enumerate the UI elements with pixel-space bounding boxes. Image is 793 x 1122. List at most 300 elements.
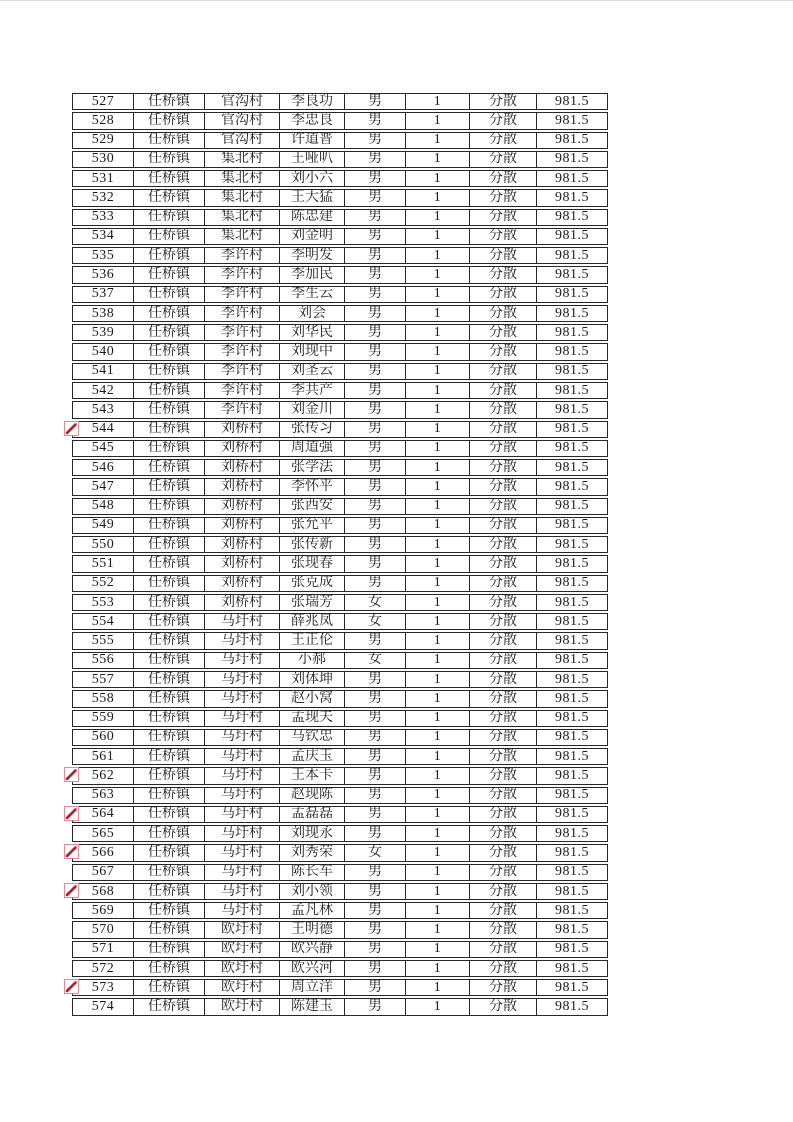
cell-mode: 分散 [470,690,537,707]
cell-town: 任桥镇 [134,536,205,553]
cell-person-name: 刘华民 [280,324,345,341]
cell-count: 1 [406,979,470,996]
cell-gender: 男 [345,710,406,727]
cell-person-name: 孟现夫 [280,710,345,727]
table-row [72,459,608,476]
edit-flag-icon [64,806,79,821]
cell-gender: 男 [345,729,406,746]
cell-village: 马圩村 [205,652,280,669]
cell-village: 马圩村 [205,748,280,765]
cell-row-number: 572 [72,960,134,977]
cell-person-name: 李怀平 [280,478,345,495]
cell-mode: 分散 [470,613,537,630]
table-row [72,613,608,630]
cell-row-number: 558 [72,690,134,707]
cell-row-number: 551 [72,555,134,572]
cell-row-number: 565 [72,825,134,842]
cell-gender: 男 [345,343,406,360]
cell-count: 1 [406,247,470,264]
cell-village: 欧圩村 [205,979,280,996]
cell-row-number: 542 [72,382,134,399]
cell-amount: 981.5 [537,575,608,592]
cell-amount: 981.5 [537,536,608,553]
table-row [72,902,608,919]
cell-town: 任桥镇 [134,767,205,784]
cell-count: 1 [406,151,470,168]
cell-count: 1 [406,921,470,938]
table-row [72,671,608,688]
cell-row-number: 562 [72,767,134,784]
table-row [72,209,608,226]
cell-row-number: 566 [72,844,134,861]
cell-mode: 分散 [470,979,537,996]
cell-count: 1 [406,941,470,958]
cell-row-number: 540 [72,343,134,360]
cell-gender: 男 [345,555,406,572]
cell-gender: 男 [345,266,406,283]
cell-mode: 分散 [470,343,537,360]
cell-count: 1 [406,864,470,881]
cell-village: 集北村 [205,151,280,168]
cell-person-name: 周道强 [280,440,345,457]
cell-gender: 男 [345,902,406,919]
cell-person-name: 赵现陈 [280,787,345,804]
cell-count: 1 [406,478,470,495]
cell-mode: 分散 [470,941,537,958]
cell-person-name: 张允平 [280,517,345,534]
cell-gender: 男 [345,748,406,765]
cell-person-name: 孟磊磊 [280,806,345,823]
cell-person-name: 王本卡 [280,767,345,784]
cell-row-number: 556 [72,652,134,669]
cell-person-name: 刘金川 [280,401,345,418]
cell-village: 官沟村 [205,93,280,110]
table-row [72,324,608,341]
table-row [72,825,608,842]
cell-count: 1 [406,767,470,784]
cell-person-name: 陈长车 [280,864,345,881]
cell-mode: 分散 [470,883,537,900]
cell-village: 李许村 [205,286,280,303]
cell-amount: 981.5 [537,228,608,245]
cell-gender: 男 [345,883,406,900]
cell-town: 任桥镇 [134,864,205,881]
cell-amount: 981.5 [537,266,608,283]
cell-count: 1 [406,266,470,283]
cell-person-name: 赵小窝 [280,690,345,707]
cell-person-name: 李良功 [280,93,345,110]
cell-village: 刘桥村 [205,440,280,457]
cell-amount: 981.5 [537,555,608,572]
cell-village: 集北村 [205,228,280,245]
cell-gender: 男 [345,517,406,534]
cell-village: 李许村 [205,343,280,360]
cell-gender: 男 [345,382,406,399]
cell-amount: 981.5 [537,112,608,129]
cell-village: 刘桥村 [205,421,280,438]
cell-person-name: 李忠良 [280,112,345,129]
cell-town: 任桥镇 [134,825,205,842]
cell-amount: 981.5 [537,363,608,380]
edit-flag-icon [64,883,79,898]
cell-gender: 男 [345,921,406,938]
table-row [72,286,608,303]
cell-amount: 981.5 [537,459,608,476]
cell-gender: 男 [345,189,406,206]
cell-gender: 男 [345,421,406,438]
cell-village: 集北村 [205,189,280,206]
cell-amount: 981.5 [537,844,608,861]
cell-count: 1 [406,132,470,149]
cell-person-name: 张克成 [280,575,345,592]
cell-amount: 981.5 [537,960,608,977]
table-row [72,864,608,881]
cell-mode: 分散 [470,921,537,938]
cell-count: 1 [406,806,470,823]
cell-row-number: 533 [72,209,134,226]
table-row [72,960,608,977]
cell-count: 1 [406,671,470,688]
cell-amount: 981.5 [537,189,608,206]
cell-count: 1 [406,459,470,476]
cell-town: 任桥镇 [134,883,205,900]
cell-gender: 男 [345,806,406,823]
cell-gender: 男 [345,671,406,688]
cell-gender: 女 [345,844,406,861]
cell-village: 官沟村 [205,112,280,129]
cell-person-name: 李生云 [280,286,345,303]
cell-village: 马圩村 [205,710,280,727]
cell-village: 李许村 [205,363,280,380]
cell-count: 1 [406,594,470,611]
cell-amount: 981.5 [537,941,608,958]
cell-row-number: 547 [72,478,134,495]
cell-village: 李许村 [205,266,280,283]
table-row [72,941,608,958]
cell-amount: 981.5 [537,498,608,515]
cell-town: 任桥镇 [134,729,205,746]
cell-amount: 981.5 [537,286,608,303]
cell-person-name: 张现春 [280,555,345,572]
cell-amount: 981.5 [537,690,608,707]
cell-count: 1 [406,517,470,534]
table-row [72,998,608,1015]
cell-count: 1 [406,960,470,977]
cell-gender: 男 [345,363,406,380]
cell-row-number: 571 [72,941,134,958]
cell-count: 1 [406,440,470,457]
cell-count: 1 [406,729,470,746]
cell-mode: 分散 [470,575,537,592]
cell-mode: 分散 [470,112,537,129]
cell-amount: 981.5 [537,170,608,187]
cell-mode: 分散 [470,498,537,515]
cell-gender: 男 [345,575,406,592]
cell-amount: 981.5 [537,401,608,418]
cell-village: 集北村 [205,170,280,187]
cell-town: 任桥镇 [134,401,205,418]
cell-mode: 分散 [470,459,537,476]
cell-person-name: 刘会 [280,305,345,322]
cell-town: 任桥镇 [134,228,205,245]
cell-row-number: 561 [72,748,134,765]
cell-town: 任桥镇 [134,459,205,476]
cell-amount: 981.5 [537,93,608,110]
cell-town: 任桥镇 [134,787,205,804]
cell-row-number: 527 [72,93,134,110]
cell-row-number: 539 [72,324,134,341]
cell-mode: 分散 [470,170,537,187]
cell-town: 任桥镇 [134,632,205,649]
cell-mode: 分散 [470,382,537,399]
cell-person-name: 刘体坤 [280,671,345,688]
cell-gender: 男 [345,440,406,457]
cell-amount: 981.5 [537,343,608,360]
cell-person-name: 张瑞芳 [280,594,345,611]
cell-person-name: 李共产 [280,382,345,399]
cell-village: 刘桥村 [205,498,280,515]
cell-town: 任桥镇 [134,247,205,264]
cell-village: 刘桥村 [205,459,280,476]
cell-count: 1 [406,613,470,630]
cell-count: 1 [406,305,470,322]
cell-count: 1 [406,575,470,592]
cell-town: 任桥镇 [134,112,205,129]
cell-amount: 981.5 [537,382,608,399]
table-row [72,710,608,727]
table-row [72,517,608,534]
cell-amount: 981.5 [537,998,608,1015]
cell-gender: 男 [345,979,406,996]
cell-mode: 分散 [470,748,537,765]
table-row [72,883,608,900]
cell-town: 任桥镇 [134,671,205,688]
cell-village: 李许村 [205,305,280,322]
cell-mode: 分散 [470,228,537,245]
cell-village: 马圩村 [205,729,280,746]
cell-town: 任桥镇 [134,151,205,168]
cell-row-number: 557 [72,671,134,688]
table-row [72,652,608,669]
table-row [72,767,608,784]
cell-gender: 男 [345,864,406,881]
cell-amount: 981.5 [537,151,608,168]
table-row [72,478,608,495]
cell-count: 1 [406,748,470,765]
cell-village: 集北村 [205,209,280,226]
cell-gender: 男 [345,767,406,784]
table-row [72,787,608,804]
cell-row-number: 546 [72,459,134,476]
cell-town: 任桥镇 [134,266,205,283]
cell-count: 1 [406,825,470,842]
cell-town: 任桥镇 [134,941,205,958]
cell-gender: 男 [345,228,406,245]
cell-count: 1 [406,787,470,804]
cell-mode: 分散 [470,767,537,784]
cell-town: 任桥镇 [134,806,205,823]
cell-row-number: 574 [72,998,134,1015]
cell-row-number: 568 [72,883,134,900]
cell-gender: 男 [345,787,406,804]
cell-person-name: 薛兆凤 [280,613,345,630]
cell-village: 欧圩村 [205,998,280,1015]
table-row [72,363,608,380]
cell-village: 李许村 [205,382,280,399]
cell-town: 任桥镇 [134,594,205,611]
cell-village: 马圩村 [205,671,280,688]
cell-row-number: 567 [72,864,134,881]
cell-town: 任桥镇 [134,690,205,707]
table-row [72,382,608,399]
cell-amount: 981.5 [537,305,608,322]
table-row [72,266,608,283]
cell-gender: 男 [345,286,406,303]
cell-mode: 分散 [470,710,537,727]
cell-amount: 981.5 [537,517,608,534]
cell-village: 刘桥村 [205,478,280,495]
cell-row-number: 570 [72,921,134,938]
cell-mode: 分散 [470,825,537,842]
cell-mode: 分散 [470,401,537,418]
cell-gender: 男 [345,247,406,264]
table-row [72,632,608,649]
cell-person-name: 刘小领 [280,883,345,900]
cell-row-number: 573 [72,979,134,996]
table-row [72,921,608,938]
cell-row-number: 569 [72,902,134,919]
cell-person-name: 刘现中 [280,343,345,360]
cell-town: 任桥镇 [134,343,205,360]
cell-town: 任桥镇 [134,421,205,438]
page-top-edge [0,0,793,1]
cell-amount: 981.5 [537,729,608,746]
cell-row-number: 534 [72,228,134,245]
cell-row-number: 564 [72,806,134,823]
cell-gender: 男 [345,498,406,515]
cell-count: 1 [406,632,470,649]
cell-count: 1 [406,189,470,206]
cell-count: 1 [406,382,470,399]
cell-mode: 分散 [470,478,537,495]
cell-amount: 981.5 [537,421,608,438]
cell-amount: 981.5 [537,324,608,341]
table-row [72,575,608,592]
cell-village: 刘桥村 [205,517,280,534]
records-table [72,93,608,1018]
table-row [72,806,608,823]
cell-gender: 男 [345,305,406,322]
cell-gender: 男 [345,459,406,476]
cell-person-name: 陈忠建 [280,209,345,226]
cell-mode: 分散 [470,652,537,669]
cell-mode: 分散 [470,189,537,206]
cell-row-number: 543 [72,401,134,418]
cell-amount: 981.5 [537,209,608,226]
cell-row-number: 545 [72,440,134,457]
cell-amount: 981.5 [537,902,608,919]
cell-row-number: 555 [72,632,134,649]
cell-mode: 分散 [470,864,537,881]
cell-town: 任桥镇 [134,170,205,187]
cell-mode: 分散 [470,517,537,534]
cell-gender: 男 [345,170,406,187]
cell-gender: 男 [345,960,406,977]
table-row [72,440,608,457]
cell-row-number: 536 [72,266,134,283]
cell-village: 刘桥村 [205,555,280,572]
table-row [72,555,608,572]
table-row [72,343,608,360]
cell-mode: 分散 [470,305,537,322]
cell-village: 马圩村 [205,690,280,707]
edit-flag-icon [64,767,79,782]
table-row [72,844,608,861]
cell-village: 马圩村 [205,825,280,842]
cell-amount: 981.5 [537,710,608,727]
cell-mode: 分散 [470,247,537,264]
cell-town: 任桥镇 [134,979,205,996]
cell-amount: 981.5 [537,132,608,149]
cell-amount: 981.5 [537,864,608,881]
cell-person-name: 刘圣云 [280,363,345,380]
cell-mode: 分散 [470,806,537,823]
cell-town: 任桥镇 [134,189,205,206]
cell-town: 任桥镇 [134,324,205,341]
cell-gender: 女 [345,594,406,611]
cell-mode: 分散 [470,421,537,438]
cell-town: 任桥镇 [134,555,205,572]
cell-row-number: 552 [72,575,134,592]
cell-row-number: 544 [72,421,134,438]
cell-count: 1 [406,844,470,861]
cell-village: 马圩村 [205,883,280,900]
cell-count: 1 [406,883,470,900]
cell-amount: 981.5 [537,652,608,669]
cell-gender: 男 [345,941,406,958]
cell-row-number: 535 [72,247,134,264]
cell-town: 任桥镇 [134,575,205,592]
cell-count: 1 [406,324,470,341]
cell-amount: 981.5 [537,825,608,842]
cell-gender: 男 [345,93,406,110]
cell-person-name: 欧兴河 [280,960,345,977]
cell-row-number: 553 [72,594,134,611]
cell-town: 任桥镇 [134,613,205,630]
table-row [72,170,608,187]
table-row [72,536,608,553]
cell-town: 任桥镇 [134,382,205,399]
cell-amount: 981.5 [537,748,608,765]
cell-town: 任桥镇 [134,498,205,515]
cell-village: 马圩村 [205,613,280,630]
cell-person-name: 周立洋 [280,979,345,996]
cell-gender: 男 [345,112,406,129]
cell-town: 任桥镇 [134,440,205,457]
cell-row-number: 531 [72,170,134,187]
cell-town: 任桥镇 [134,652,205,669]
table-row [72,748,608,765]
cell-village: 李许村 [205,247,280,264]
cell-town: 任桥镇 [134,710,205,727]
cell-mode: 分散 [470,209,537,226]
cell-village: 马圩村 [205,902,280,919]
cell-row-number: 530 [72,151,134,168]
cell-count: 1 [406,536,470,553]
table-row [72,729,608,746]
cell-person-name: 刘现永 [280,825,345,842]
cell-gender: 男 [345,478,406,495]
